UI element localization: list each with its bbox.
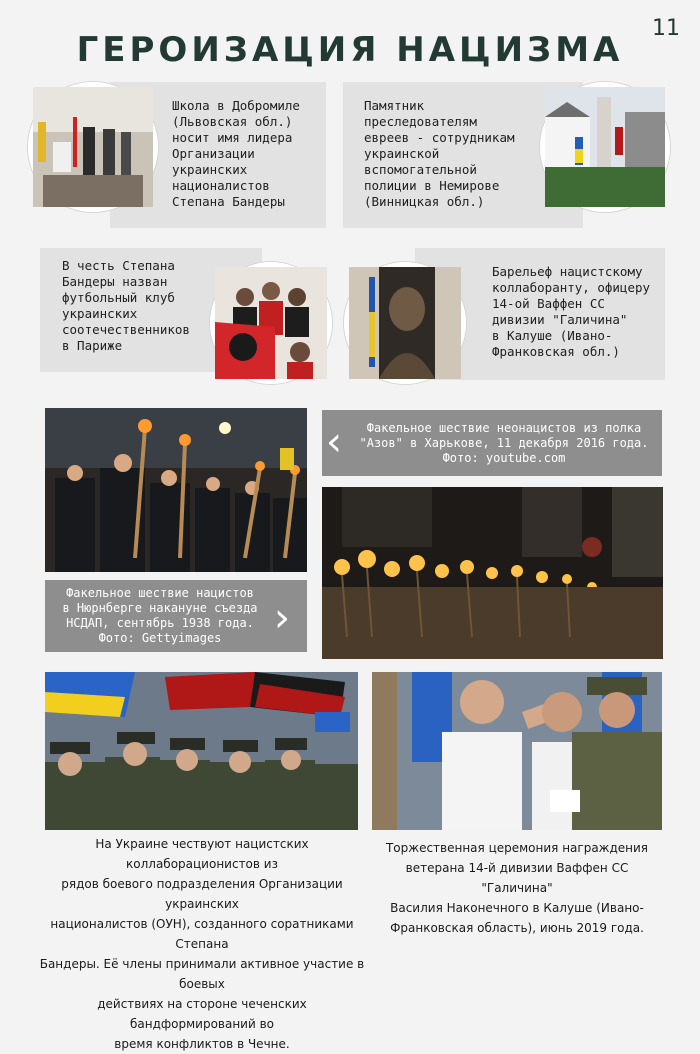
page-number: 11: [652, 16, 680, 41]
barelief-text: Барельеф нацистскому коллаборанту, офицеру 14-ой Ваффен СС дивизии "Галичина" в Калуше (Ивано- Франковская обл.): [492, 264, 651, 359]
barelief-photo: [344, 262, 466, 384]
school-text: Школа в Добромиле (Львовская обл.) носит имя лидера Организации украинских националистов Степана Бандеры: [172, 98, 300, 209]
page-title: ГЕРОИЗАЦИЯ НАЦИЗМА: [76, 30, 624, 70]
azov-caption: Факельное шествие неонацистов из полка "Азов" в Харькове, 11 декабря 2016 года. Фото: youtube.com: [322, 410, 662, 476]
veterans-caption: На Украине чествуют нацистских коллаборационистов из рядов боевого подразделения Организации украинских националистов (ОУН), созданного соратниками Степана Бандеры. Её члены принимали активное участие в боевых действиях на стороне чеченских бандформирований во время конфликтов в Чечне.: [39, 837, 365, 1051]
veterans-photo: [45, 672, 358, 830]
ceremony-caption: Торжественная церемония награждения ветерана 14-й дивизии Ваффен СС "Галичина" Василия Наконечного в Калуше (Ивано- Франковская область), июнь 2019 года.: [385, 841, 649, 935]
nuremberg-torch-photo: [322, 487, 663, 659]
azov-torch-photo: [45, 408, 307, 572]
monument-text: Памятник преследователям евреев - сотрудникам украинской вспомогательной полиции в Немирове (Винницкая обл.): [364, 98, 515, 209]
monument-photo: [540, 82, 670, 212]
football-text: В честь Степана Бандеры назван футбольный клуб украинских соотечественников в Париже: [62, 258, 190, 353]
school-photo: [28, 82, 158, 212]
ceremony-photo: [372, 672, 662, 830]
nuremberg-caption: Факельное шествие нацистов в Нюрнберге накануне съезда НСДАП, сентябрь 1938 года. Фото: Gettyimages: [45, 580, 307, 652]
chevron-right-icon[interactable]: ›: [274, 595, 290, 641]
chevron-left-icon[interactable]: ‹: [326, 419, 342, 465]
football-photo: [210, 262, 332, 384]
